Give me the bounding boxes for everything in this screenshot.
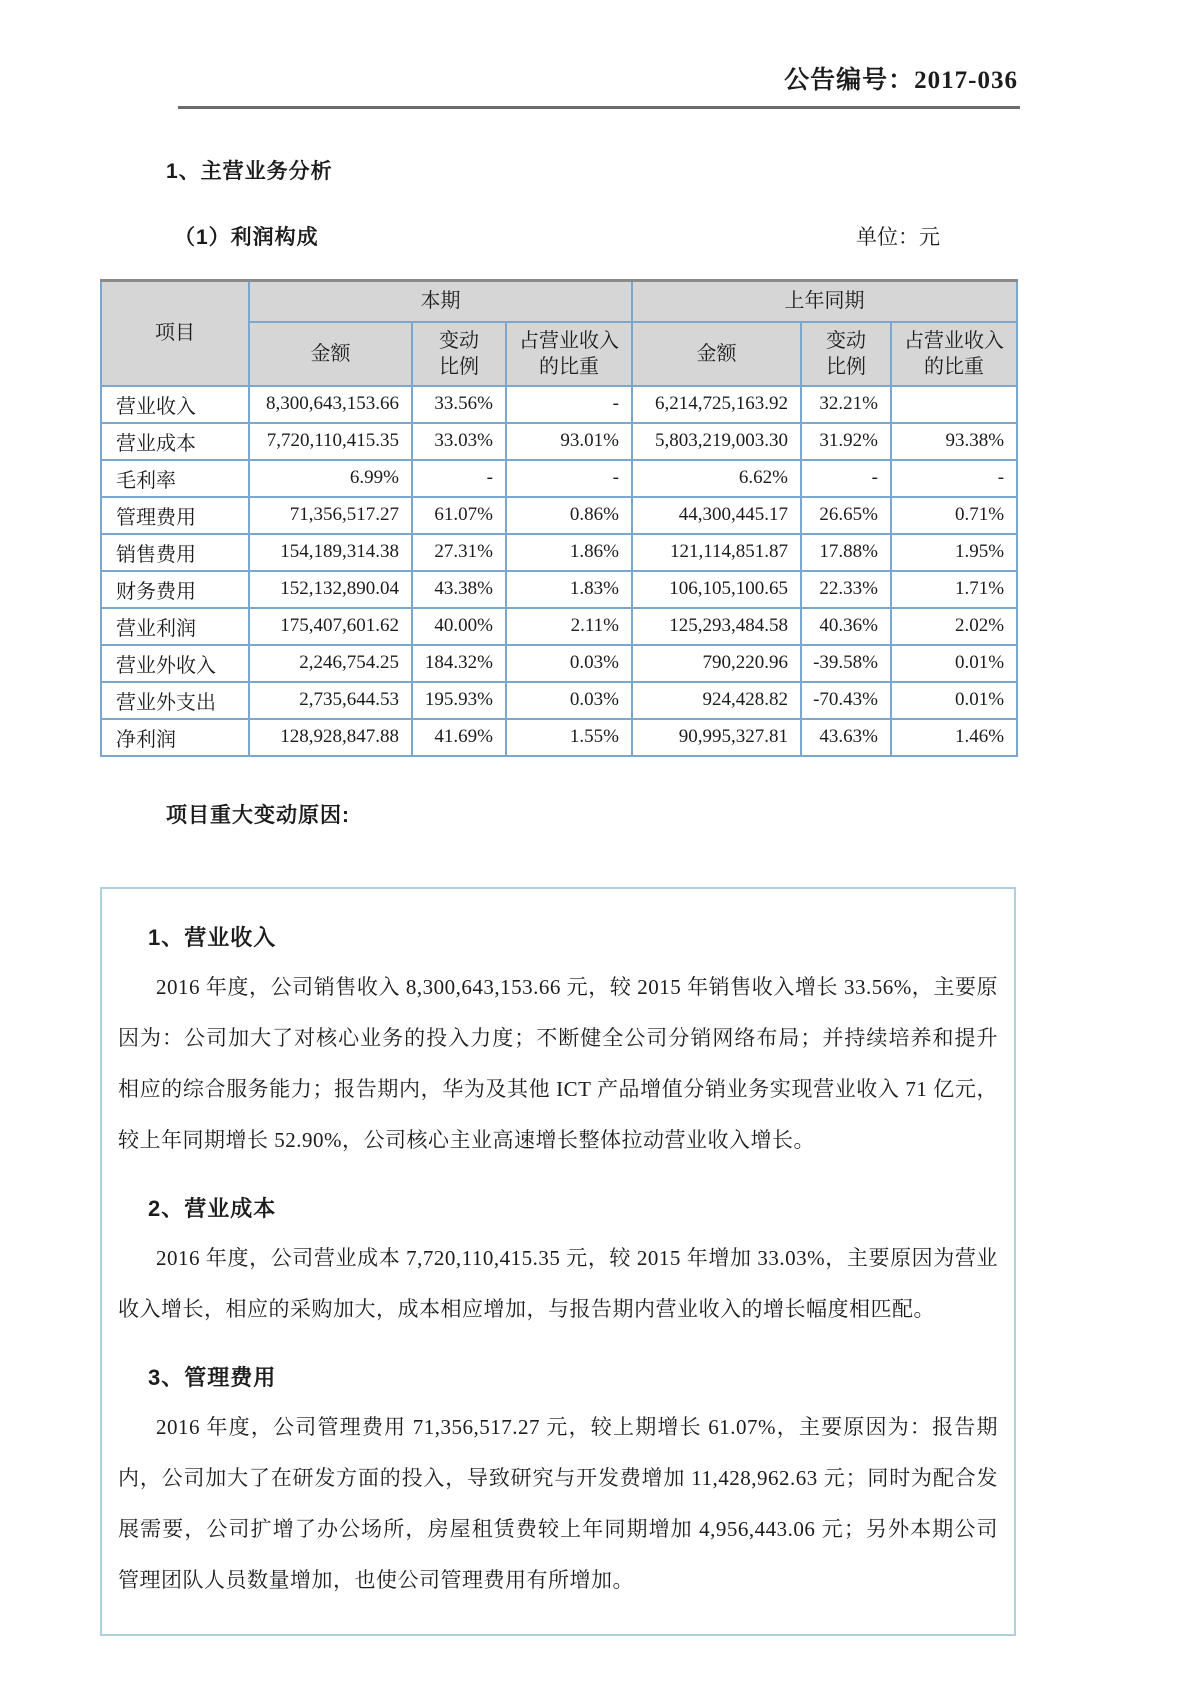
profit-table-head [101,281,1017,386]
reason-title-cost: 2、营业成本 [148,1195,277,1221]
prior-change-cell: -39.58% [801,645,891,682]
header-share-line2: 的比重 [924,355,984,378]
reason-body-revenue: 2016 年度，公司销售收入 8,300,643,153.66 元，较 2015 年销售收入增长 33.56%，主要原因为：公司加大了对核心业务的投入力度；不断健全公司分销网络布局；并持续培养和提升相应的综合服务能力；报告期内，华为及其他 ICT 产品增值分销业务实现营业收入 71 亿元，较上年同期增长 52.90%，公司核心主业高速增长整体拉动营业收入增长。 [118,974,998,1152]
current-change-cell: 27.31% [412,534,506,571]
current-share-cell: 1.55% [506,719,632,756]
current-amount-cell: 175,407,601.62 [249,608,412,645]
item-cell: 营业利润 [101,608,249,645]
table-row [101,645,1017,682]
prior-share-cell: 1.95% [891,534,1017,571]
prior-amount-cell: 6,214,725,163.92 [632,386,801,423]
prior-share-cell: 0.01% [891,682,1017,719]
header-item-column: 项目 [101,281,249,386]
current-change-cell: 61.07% [412,497,506,534]
section-title: 1、主营业务分析 [166,160,333,183]
current-amount-cell: 2,735,644.53 [249,682,412,719]
table-row [101,608,1017,645]
item-cell: 销售费用 [101,534,249,571]
prior-amount-cell: 5,803,219,003.30 [632,423,801,460]
table-row [101,497,1017,534]
reason-title-revenue: 1、营业收入 [148,924,277,950]
prior-change-cell: 31.92% [801,423,891,460]
item-cell: 营业外支出 [101,682,249,719]
current-amount-cell: 154,189,314.38 [249,534,412,571]
header-change-line1: 变动 [826,329,866,352]
current-change-cell: 184.32% [412,645,506,682]
prior-change-cell: 43.63% [801,719,891,756]
table-group-header-row [101,281,1017,322]
header-share-line1: 占营业收入 [904,329,1004,352]
table-row [101,460,1017,497]
current-change-cell: 33.03% [412,423,506,460]
prior-amount-cell: 790,220.96 [632,645,801,682]
current-change-cell: - [412,460,506,497]
header-current-share [506,322,632,386]
item-cell: 毛利率 [101,460,249,497]
announcement-number: 公告编号：2017-036 [784,67,1018,94]
prior-share-cell: 2.02% [891,608,1017,645]
current-change-cell: 43.38% [412,571,506,608]
item-cell: 财务费用 [101,571,249,608]
item-cell: 营业成本 [101,423,249,460]
item-cell: 营业收入 [101,386,249,423]
current-amount-cell: 2,246,754.25 [249,645,412,682]
prior-share-cell: 0.01% [891,645,1017,682]
prior-change-cell: 26.65% [801,497,891,534]
subsection-title: （1）利润构成 [174,226,319,249]
header-prior-share [891,322,1017,386]
prior-amount-cell: 90,995,327.81 [632,719,801,756]
reasons-box [100,887,1016,1636]
table-row [101,534,1017,571]
subsection-row [174,221,940,251]
current-amount-cell: 7,720,110,415.35 [249,423,412,460]
prior-share-cell: 93.38% [891,423,1017,460]
reason-title-admin-expense: 3、管理费用 [148,1364,277,1390]
header-prior-period: 上年同期 [632,281,1017,322]
current-share-cell: 1.86% [506,534,632,571]
table-row [101,682,1017,719]
header-current-amount: 金额 [249,322,412,386]
prior-change-cell: 32.21% [801,386,891,423]
current-change-cell: 41.69% [412,719,506,756]
prior-share-cell: 1.46% [891,719,1017,756]
item-cell: 净利润 [101,719,249,756]
prior-amount-cell: 106,105,100.65 [632,571,801,608]
prior-change-cell: 22.33% [801,571,891,608]
prior-amount-cell: 125,293,484.58 [632,608,801,645]
current-amount-cell: 8,300,643,153.66 [249,386,412,423]
header-change-line1: 变动 [439,329,479,352]
prior-share-cell: - [891,460,1017,497]
header-share-line1: 占营业收入 [519,329,619,352]
reasons-heading: 项目重大变动原因: [166,803,350,827]
header-prior-amount: 金额 [632,322,801,386]
current-share-cell: 93.01% [506,423,632,460]
current-change-cell: 195.93% [412,682,506,719]
prior-change-cell: 40.36% [801,608,891,645]
prior-share-cell: 0.71% [891,497,1017,534]
prior-amount-cell: 924,428.82 [632,682,801,719]
reason-body-admin-expense: 2016 年度，公司管理费用 71,356,517.27 元，较上期增长 61.07%，主要原因为：报告期内，公司加大了在研发方面的投入，导致研究与开发费增加 11,428,962.63 元；同时为配合发展需要，公司扩增了办公场所，房屋租赁费较上年同期增加 4,956,443.06 元；另外本期公司管理团队人员数量增加，也使公司管理费用有所增加。 [118,1414,998,1592]
current-amount-cell: 128,928,847.88 [249,719,412,756]
item-cell: 管理费用 [101,497,249,534]
prior-change-cell: 17.88% [801,534,891,571]
current-share-cell: 1.83% [506,571,632,608]
unit-label: 单位：元 [856,225,940,249]
prior-share-cell [891,386,1017,423]
current-share-cell: 0.86% [506,497,632,534]
current-share-cell: - [506,460,632,497]
header-rule [178,106,1020,109]
header-prior-change [801,322,891,386]
prior-amount-cell: 44,300,445.17 [632,497,801,534]
profit-table-body [101,386,1017,756]
current-change-cell: 40.00% [412,608,506,645]
prior-amount-cell: 121,114,851.87 [632,534,801,571]
prior-amount-cell: 6.62% [632,460,801,497]
current-share-cell: 0.03% [506,682,632,719]
current-amount-cell: 71,356,517.27 [249,497,412,534]
prior-change-cell: - [801,460,891,497]
prior-change-cell: -70.43% [801,682,891,719]
current-share-cell: - [506,386,632,423]
current-amount-cell: 152,132,890.04 [249,571,412,608]
header-change-line2: 比例 [439,355,479,378]
current-amount-cell: 6.99% [249,460,412,497]
header-current-period: 本期 [249,281,632,322]
table-row [101,423,1017,460]
item-cell: 营业外收入 [101,645,249,682]
table-row [101,571,1017,608]
table-row [101,386,1017,423]
header-current-change [412,322,506,386]
current-share-cell: 0.03% [506,645,632,682]
profit-composition-table [100,279,1018,757]
current-share-cell: 2.11% [506,608,632,645]
header-change-line2: 比例 [826,355,866,378]
document-header [0,0,1200,109]
reason-body-cost: 2016 年度，公司营业成本 7,720,110,415.35 元，较 2015 年增加 33.03%，主要原因为营业收入增长，相应的采购加大，成本相应增加，与报告期内营业收入的增长幅度相匹配。 [118,1245,998,1321]
prior-share-cell: 1.71% [891,571,1017,608]
table-row [101,719,1017,756]
header-share-line2: 的比重 [539,355,599,378]
current-change-cell: 33.56% [412,386,506,423]
